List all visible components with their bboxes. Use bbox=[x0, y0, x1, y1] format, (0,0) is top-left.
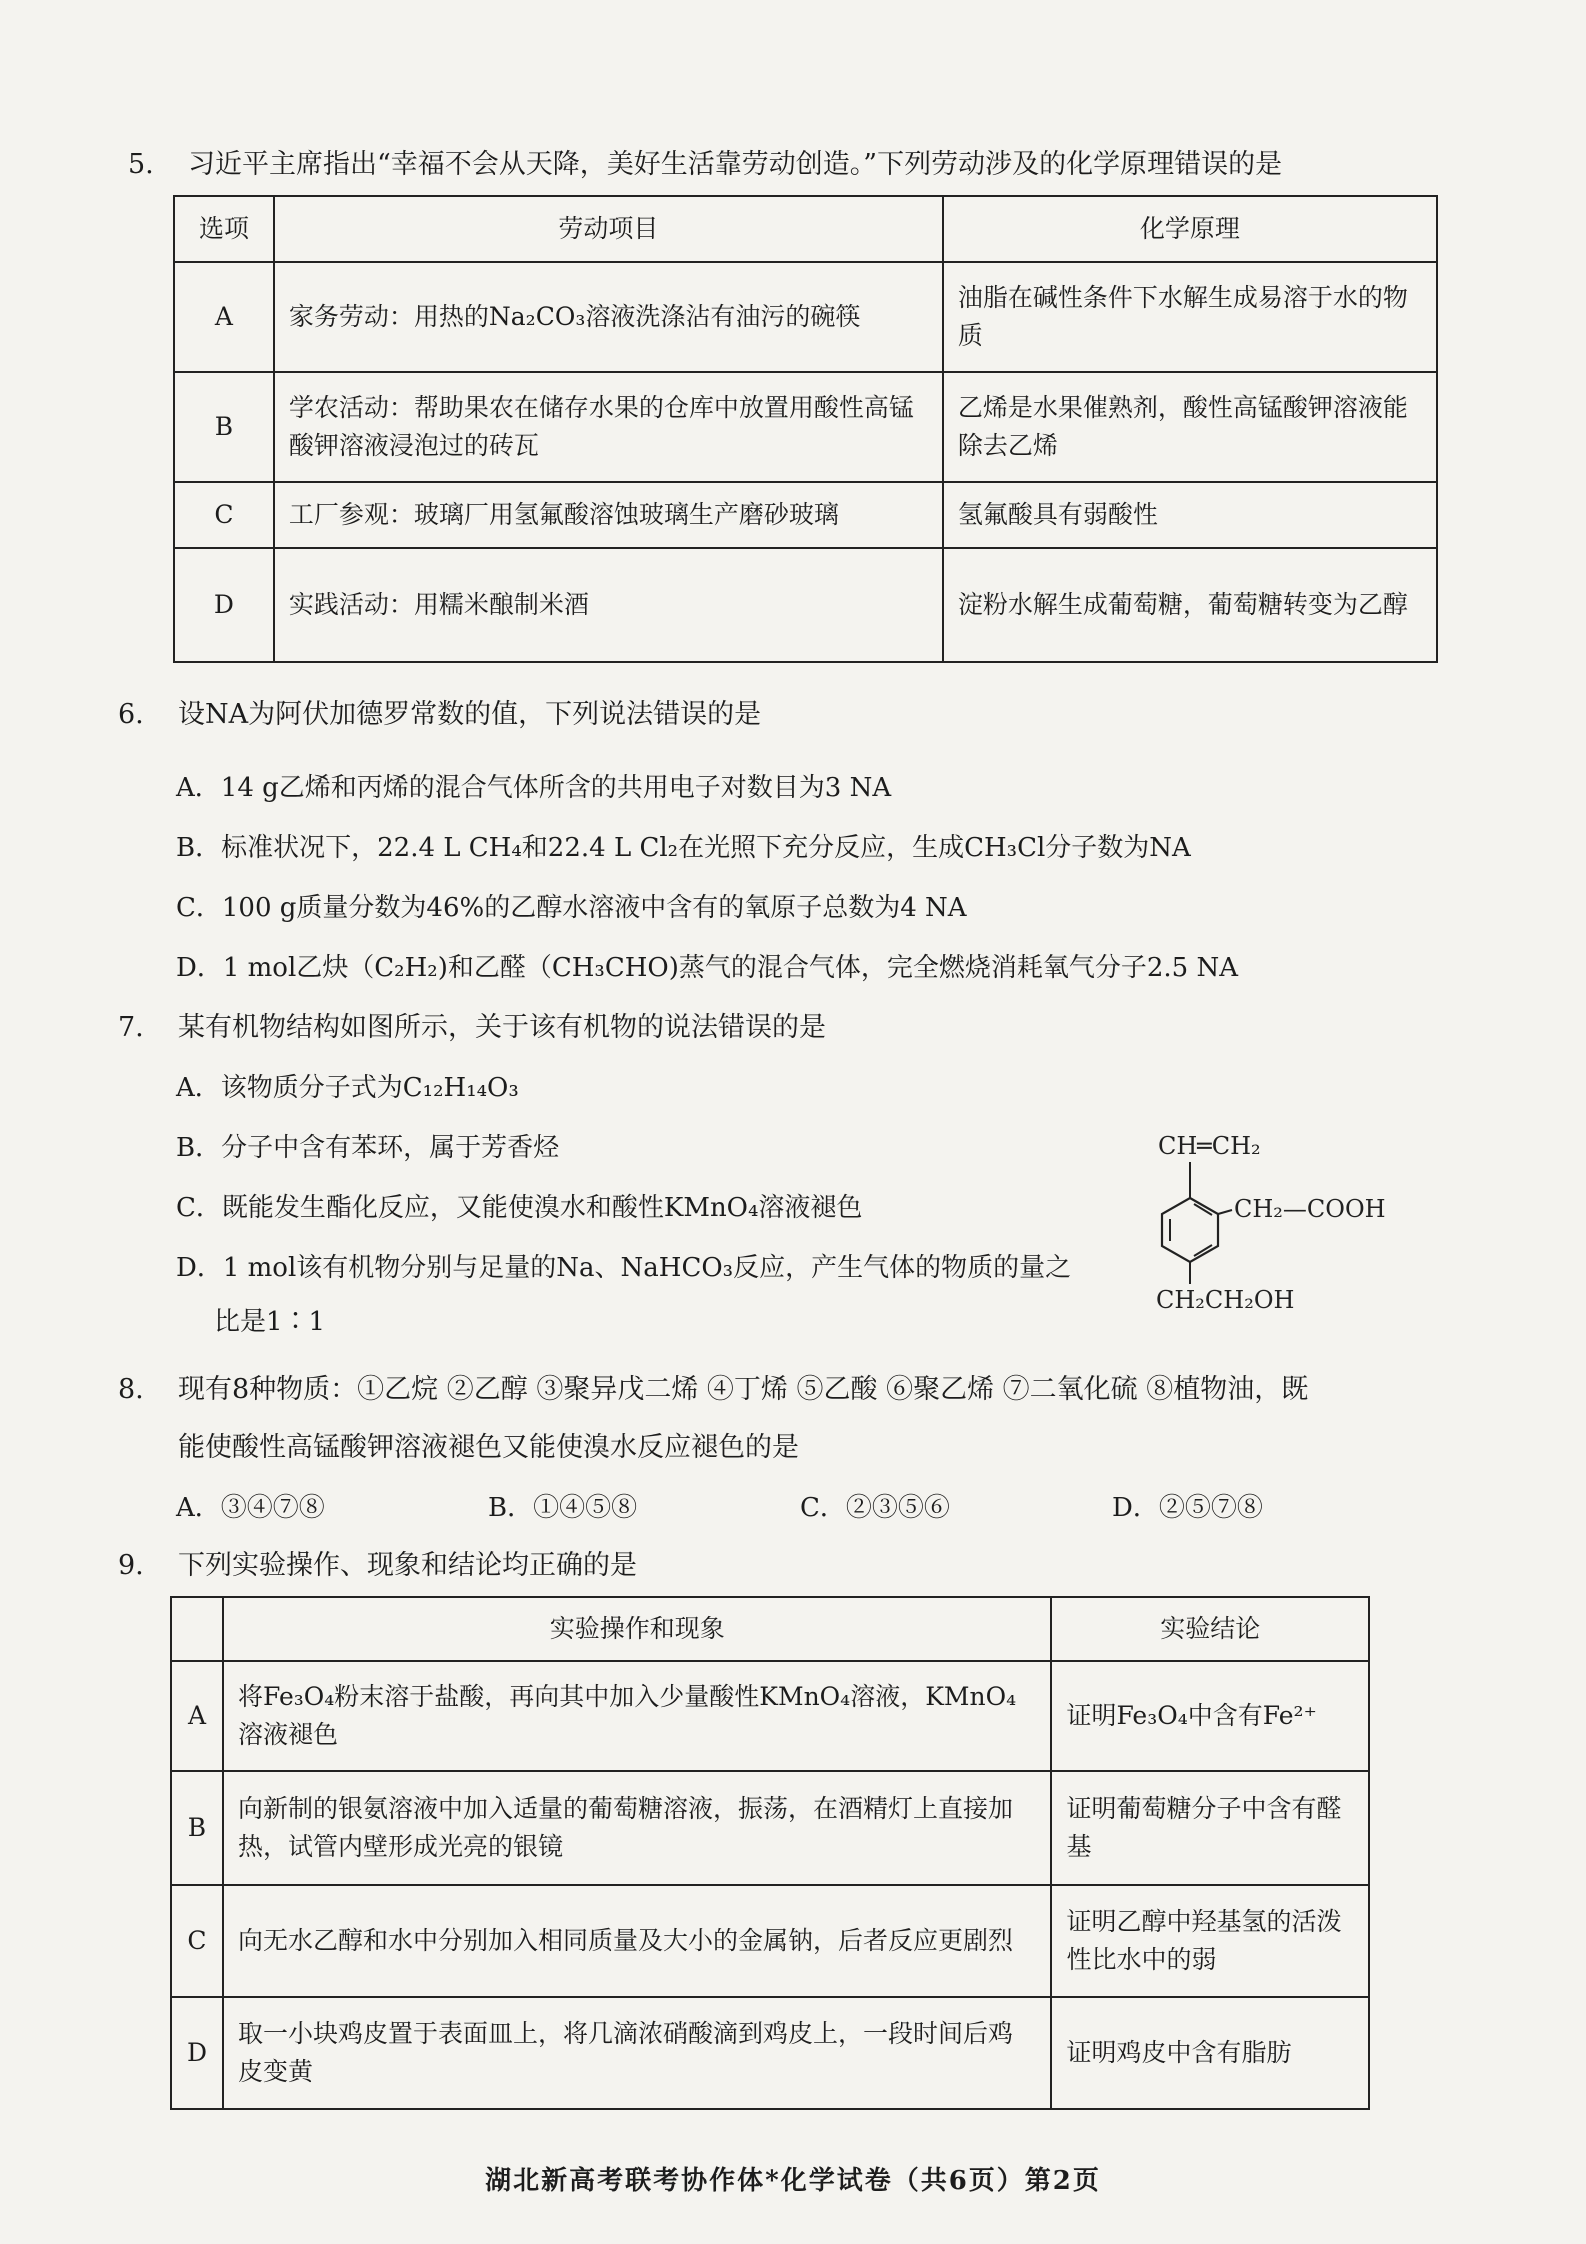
question-8-stem: 8. 现有8种物质：①乙烷 ②乙醇 ③聚异戊二烯 ④丁烯 ⑤乙酸 ⑥聚乙烯 ⑦二氧化硫 ⑧植物油，既 bbox=[118, 1370, 1308, 1410]
option-a: A．14 g乙烯和丙烯的混合气体所含的共用电子对数目为3 NA bbox=[176, 773, 892, 803]
option-b: B．①④⑤⑧ bbox=[488, 1493, 638, 1523]
table-header: 劳动项目 bbox=[274, 196, 943, 262]
table-header: 实验结论 bbox=[1051, 1597, 1369, 1661]
question-5-stem: 5. 习近平主席指出“幸福不会从天降，美好生活靠劳动创造。”下列劳动涉及的化学原理错误的是 bbox=[128, 145, 1282, 185]
table-header bbox=[171, 1597, 223, 1661]
question-6-stem: 6. 设NA为阿伏加德罗常数的值，下列说法错误的是 bbox=[118, 695, 761, 735]
option-c: C．②③⑤⑥ bbox=[800, 1493, 950, 1523]
option-d: D．②⑤⑦⑧ bbox=[1112, 1493, 1263, 1523]
question-number: 9. bbox=[118, 1550, 144, 1581]
option-a: A．③④⑦⑧ bbox=[176, 1493, 325, 1523]
table-row: A 家务劳动：用热的Na₂CO₃溶液洗涤沾有油污的碗筷 油脂在碱性条件下水解生成易溶于水的物质 bbox=[174, 262, 1437, 372]
question-number: 5. bbox=[128, 149, 154, 180]
option-b: B．分子中含有苯环，属于芳香烃 bbox=[176, 1133, 560, 1163]
group-carboxymethyl: CH₂—COOH bbox=[1234, 1195, 1386, 1223]
option-c: C．既能发生酯化反应，又能使溴水和酸性KMnO₄溶液褪色 bbox=[176, 1193, 863, 1223]
question-9-stem: 9. 下列实验操作、现象和结论均正确的是 bbox=[118, 1546, 637, 1586]
option-d: D．1 mol该有机物分别与足量的Na、NaHCO₃反应，产生气体的物质的量之 bbox=[176, 1253, 1072, 1283]
question-number: 6. bbox=[118, 699, 144, 730]
group-hydroxyethyl: CH₂CH₂OH bbox=[1156, 1286, 1295, 1310]
table-header: 化学原理 bbox=[943, 196, 1437, 262]
question-5-table bbox=[173, 195, 1438, 663]
option-b: B．标准状况下，22.4 L CH₄和22.4 L Cl₂在光照下充分反应，生成CH₃Cl分子数为NA bbox=[176, 833, 1191, 863]
question-8-stem-continued: 能使酸性高锰酸钾溶液褪色又能使溴水反应褪色的是 bbox=[178, 1432, 799, 1463]
option-c: C．100 g质量分数为46%的乙醇水溶液中含有的氧原子总数为4 NA bbox=[176, 893, 967, 923]
question-9-table bbox=[170, 1596, 1370, 2110]
structure-diagram bbox=[1120, 1120, 1420, 1314]
option-d-continued: 比是1∶1 bbox=[214, 1307, 326, 1337]
table-row: B 学农活动：帮助果农在储存水果的仓库中放置用酸性高锰酸钾溶液浸泡过的砖瓦 乙烯是水果催熟剂，酸性高锰酸钾溶液能除去乙烯 bbox=[174, 372, 1437, 482]
structure-svg bbox=[1120, 1120, 1420, 1310]
table-row: D 取一小块鸡皮置于表面皿上，将几滴浓硝酸滴到鸡皮上，一段时间后鸡皮变黄 证明鸡皮中含有脂肪 bbox=[171, 1997, 1369, 2109]
table-row: A 将Fe₃O₄粉末溶于盐酸，再向其中加入少量酸性KMnO₄溶液，KMnO₄溶液褪色 证明Fe₃O₄中含有Fe²⁺ bbox=[171, 1661, 1369, 1771]
option-a: A．该物质分子式为C₁₂H₁₄O₃ bbox=[176, 1073, 519, 1103]
table-row: C 工厂参观：玻璃厂用氢氟酸溶蚀玻璃生产磨砂玻璃 氢氟酸具有弱酸性 bbox=[174, 482, 1437, 548]
page-footer: 湖北新高考联考协作体*化学试卷（共6页）第2页 bbox=[485, 2166, 1101, 2196]
question-number: 7. bbox=[118, 1012, 144, 1043]
bond-right bbox=[1218, 1210, 1232, 1214]
question-7-stem: 7. 某有机物结构如图所示，关于该有机物的说法错误的是 bbox=[118, 1008, 826, 1048]
table-header: 选项 bbox=[174, 196, 274, 262]
question-number: 8. bbox=[118, 1374, 144, 1405]
table-row: B 向新制的银氨溶液中加入适量的葡萄糖溶液，振荡，在酒精灯上直接加热，试管内壁形成光亮的银镜 证明葡萄糖分子中含有醛基 bbox=[171, 1771, 1369, 1885]
table-header: 实验操作和现象 bbox=[223, 1597, 1051, 1661]
group-vinyl: CH═CH₂ bbox=[1158, 1132, 1261, 1160]
table-row: C 向无水乙醇和水中分别加入相同质量及大小的金属钠，后者反应更剧烈 证明乙醇中羟基氢的活泼性比水中的弱 bbox=[171, 1885, 1369, 1997]
option-d: D．1 mol乙炔（C₂H₂)和乙醛（CH₃CHO)蒸气的混合气体，完全燃烧消耗氧气分子2.5 NA bbox=[176, 953, 1238, 983]
table-row: D 实践活动：用糯米酿制米酒 淀粉水解生成葡萄糖，葡萄糖转变为乙醇 bbox=[174, 548, 1437, 662]
